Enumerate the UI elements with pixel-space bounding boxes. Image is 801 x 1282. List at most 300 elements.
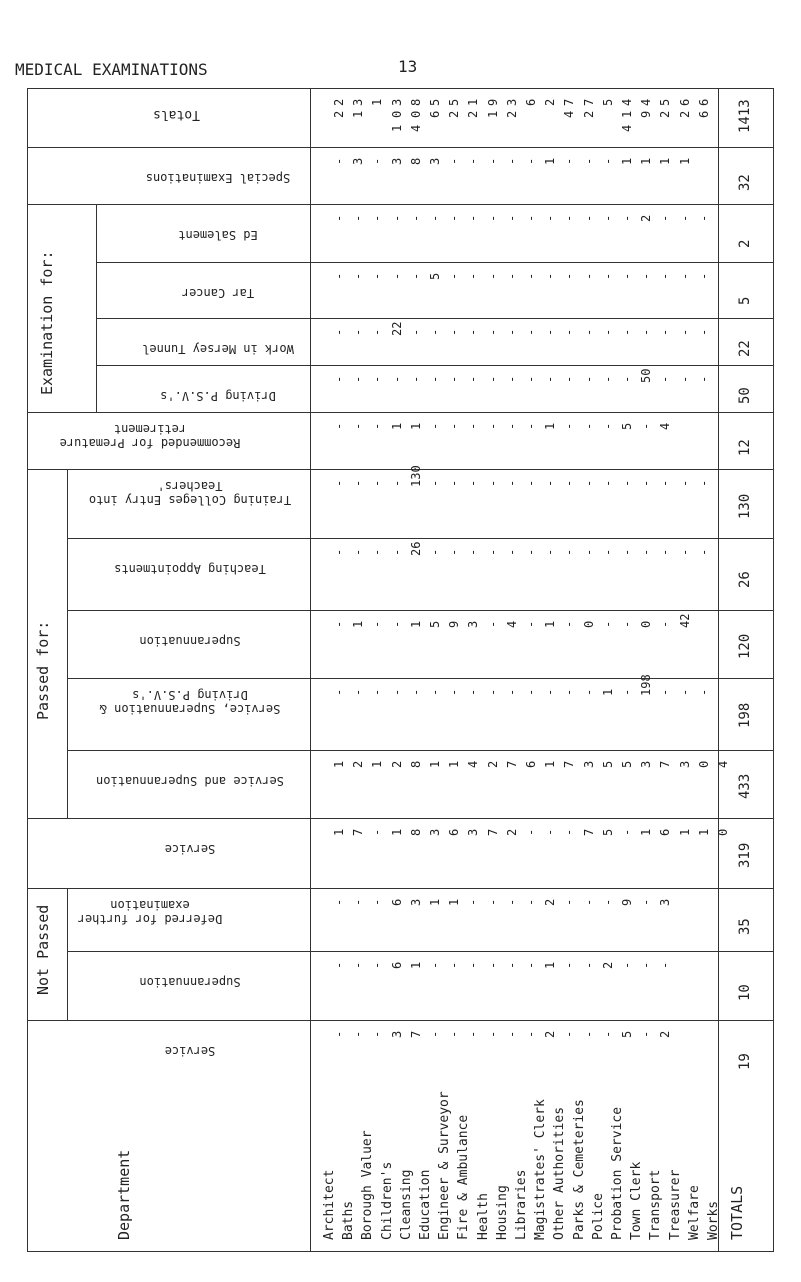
table-cell: 5 xyxy=(620,760,634,768)
column-total-exam_dps: 50 xyxy=(737,386,753,404)
table-cell: - xyxy=(351,688,366,696)
table-cell: - xyxy=(408,375,423,383)
table-cell: 1 xyxy=(447,898,462,906)
table-cell: - xyxy=(543,688,558,696)
table-cell: - xyxy=(466,422,481,430)
table-cell: 6 xyxy=(389,898,404,906)
row-label-pass_service: Service xyxy=(164,842,216,856)
table-cell: - xyxy=(562,828,577,836)
table-cell: - xyxy=(408,328,423,336)
row-label-pass_superannuation: Superannuation xyxy=(139,634,241,648)
row-label-pass_service_super: Service and Superannuation xyxy=(96,774,284,788)
table-cell: - xyxy=(620,479,634,487)
table-cell: - xyxy=(370,828,385,836)
row-divider xyxy=(27,818,774,819)
table-cell: - xyxy=(351,214,366,222)
table-cell: - xyxy=(504,961,519,969)
table-cell: - xyxy=(447,1030,462,1038)
table-cell: - xyxy=(696,214,711,222)
table-cell: - xyxy=(370,1030,385,1038)
table-cell: 4 xyxy=(408,124,423,132)
row-divider xyxy=(27,204,774,205)
department-name: Borough Valuer xyxy=(360,1130,376,1240)
table-cell: 3 xyxy=(351,98,366,106)
table-cell: - xyxy=(581,1030,596,1038)
table-cell: - xyxy=(447,688,462,696)
table-cell: 6 xyxy=(677,98,692,106)
table-cell: 1 xyxy=(677,828,692,836)
table-cell: - xyxy=(524,688,538,696)
column-total-totals: 1413 xyxy=(737,98,753,133)
table-cell: 3 xyxy=(428,157,442,165)
table-cell: 7 xyxy=(581,828,596,836)
table-cell: 1 xyxy=(332,828,346,836)
table-cell: - xyxy=(562,688,577,696)
table-cell: - xyxy=(600,620,615,628)
totals-label: TOTALS xyxy=(728,1185,746,1240)
table-cell: - xyxy=(466,1030,481,1038)
table-cell: 3 xyxy=(351,157,366,165)
table-cell: - xyxy=(332,961,346,969)
table-cell: - xyxy=(524,1030,538,1038)
table-cell: 3 xyxy=(389,98,404,106)
table-cell: 9 xyxy=(485,98,500,106)
table-cell: - xyxy=(581,479,596,487)
table-cell: - xyxy=(600,214,615,222)
table-cell: - xyxy=(600,898,615,906)
table-cell: - xyxy=(351,1030,366,1038)
table-cell: 0 xyxy=(389,110,404,118)
table-cell: 2 xyxy=(466,110,481,118)
table-cell: - xyxy=(447,479,462,487)
table-cell: - xyxy=(466,898,481,906)
table-cell: 9 xyxy=(620,898,634,906)
column-total-notpassed_super: 10 xyxy=(737,983,753,1001)
table-cell: 4 xyxy=(620,124,634,132)
table-cell: - xyxy=(543,548,558,556)
table-cell: - xyxy=(485,898,500,906)
table-cell: 2 xyxy=(351,760,366,768)
table-cell: 198 xyxy=(639,674,654,696)
table-cell: - xyxy=(581,961,596,969)
table-cell: - xyxy=(485,620,500,628)
table-cell: - xyxy=(581,157,596,165)
table-cell: 7 xyxy=(658,760,673,768)
table-cell: 3 xyxy=(408,898,423,906)
table-cell: - xyxy=(524,422,538,430)
table-cell: - xyxy=(466,328,481,336)
table-cell: - xyxy=(504,898,519,906)
department-name: Works xyxy=(706,1200,721,1240)
table-cell: - xyxy=(332,157,346,165)
table-cell: - xyxy=(524,214,538,222)
table-cell: 5 xyxy=(428,620,442,628)
table-cell: - xyxy=(389,620,404,628)
row-label-pass_training: Training Colleges Entry into Teachers' xyxy=(88,479,292,507)
table-cell: - xyxy=(658,214,673,222)
table-cell: - xyxy=(600,157,615,165)
table-cell: - xyxy=(677,272,692,280)
table-cell: 1 xyxy=(639,828,654,836)
table-cell: 1 xyxy=(543,760,558,768)
table-cell: - xyxy=(504,548,519,556)
table-cell: - xyxy=(639,272,654,280)
table-cell: - xyxy=(332,375,346,383)
table-cell: - xyxy=(581,422,596,430)
department-name: Police xyxy=(590,1193,606,1240)
table-cell: 0 xyxy=(581,620,596,628)
table-cell: - xyxy=(504,328,519,336)
page-number: 13 xyxy=(398,57,418,76)
table-cell: - xyxy=(581,272,596,280)
table-cell: 2 xyxy=(543,1030,558,1038)
table-cell: 2 xyxy=(639,214,654,222)
table-cell: 4 xyxy=(658,422,673,430)
table-cell: - xyxy=(332,422,346,430)
column-total-pass_teaching: 26 xyxy=(737,571,753,588)
table-cell: 3 xyxy=(504,98,519,106)
table-cell: - xyxy=(620,688,634,696)
row-label-exam_work: Work in Mersey Tunnel xyxy=(142,342,294,356)
table-cell: - xyxy=(620,828,634,836)
table-cell: - xyxy=(370,375,385,383)
table-cell: - xyxy=(428,688,442,696)
table-cell: - xyxy=(620,548,634,556)
table-cell: 2 xyxy=(658,1030,673,1038)
row-label-exam_tar: Tar Cancer xyxy=(181,286,255,300)
table-cell: - xyxy=(351,479,366,487)
table-cell: - xyxy=(581,375,596,383)
table-cell: - xyxy=(370,548,385,556)
department-name: Welfare xyxy=(686,1185,702,1240)
table-cell: - xyxy=(620,961,634,969)
row-label-notpassed_service: Service xyxy=(164,1044,216,1058)
table-cell: - xyxy=(600,1030,615,1038)
department-name: Other Authorities xyxy=(552,1106,568,1240)
row-divider xyxy=(27,888,774,889)
group-label-not-passed: Not Passed xyxy=(34,904,52,995)
table-cell: - xyxy=(524,272,538,280)
group-label-passed: Passed for: xyxy=(34,620,52,720)
table-cell: 4 xyxy=(562,110,577,118)
table-cell: 0 xyxy=(639,620,654,628)
table-cell: 8 xyxy=(408,828,423,836)
table-cell: - xyxy=(696,328,711,336)
table-cell: - xyxy=(332,548,346,556)
table-cell: - xyxy=(428,1030,442,1038)
table-cell: - xyxy=(485,272,500,280)
table-cell: 1 xyxy=(466,98,481,106)
row-divider xyxy=(67,951,774,952)
table-cell: 1 xyxy=(543,157,558,165)
table-cell: - xyxy=(332,328,346,336)
row-label-totals: Totals xyxy=(153,107,200,122)
table-cell: - xyxy=(600,548,615,556)
table-cell: 5 xyxy=(447,98,462,106)
row-label-recommended: Recommended for Premature retirement xyxy=(59,422,241,450)
table-cell: - xyxy=(332,1030,346,1038)
table-cell: - xyxy=(370,620,385,628)
table-cell: - xyxy=(389,272,404,280)
table-cell: 1 xyxy=(620,110,634,118)
table-cell: 50 xyxy=(639,368,654,383)
table-cell: - xyxy=(620,375,634,383)
table-cell: - xyxy=(524,328,538,336)
table-cell: 5 xyxy=(600,760,615,768)
row-label-notpassed_super: Superannuation xyxy=(139,975,241,989)
table-cell: 4 xyxy=(716,760,730,768)
table-cell: - xyxy=(504,214,519,222)
table-cell: - xyxy=(466,157,481,165)
table-cell: 2 xyxy=(543,98,558,106)
table-cell: - xyxy=(677,688,692,696)
col-divider xyxy=(67,469,68,818)
table-cell: 1 xyxy=(696,828,711,836)
table-cell: 5 xyxy=(620,1030,634,1038)
table-cell: - xyxy=(543,272,558,280)
table-cell: - xyxy=(524,828,538,836)
table-cell: - xyxy=(600,479,615,487)
row-divider xyxy=(67,610,774,611)
table-cell: - xyxy=(524,479,538,487)
table-cell: 6 xyxy=(389,961,404,969)
table-cell: - xyxy=(447,157,462,165)
table-cell: - xyxy=(562,214,577,222)
table-cell: - xyxy=(581,548,596,556)
table-cell: 3 xyxy=(639,760,654,768)
table-cell: - xyxy=(408,272,423,280)
table-cell: - xyxy=(351,422,366,430)
page-header: MEDICAL EXAMINATIONS xyxy=(15,60,208,79)
table-cell: 1 xyxy=(370,760,385,768)
table-cell: - xyxy=(485,328,500,336)
table-cell: - xyxy=(658,688,673,696)
table-cell: 3 xyxy=(677,760,692,768)
table-cell: 7 xyxy=(504,760,519,768)
table-cell: - xyxy=(543,828,558,836)
table-cell: - xyxy=(408,214,423,222)
table-cell: 2 xyxy=(658,110,673,118)
table-cell: - xyxy=(524,620,538,628)
table-cell: - xyxy=(639,1030,654,1038)
table-cell: 22 xyxy=(389,321,404,336)
table-cell: - xyxy=(351,898,366,906)
table-cell: 9 xyxy=(639,110,654,118)
table-cell: - xyxy=(639,898,654,906)
row-divider xyxy=(27,1020,774,1021)
table-cell: 1 xyxy=(677,157,692,165)
department-name: Transport xyxy=(648,1169,664,1240)
table-cell: - xyxy=(447,961,462,969)
row-label-exam_dps: Driving P.S.V.'s xyxy=(160,389,276,403)
table-cell: 2 xyxy=(332,110,346,118)
table-cell: - xyxy=(408,688,423,696)
table-cell: - xyxy=(332,272,346,280)
table-cell: - xyxy=(562,1030,577,1038)
table-cell: 2 xyxy=(504,828,519,836)
table-cell: - xyxy=(370,272,385,280)
table-cell: 1 xyxy=(543,620,558,628)
table-cell: 2 xyxy=(677,110,692,118)
table-cell: - xyxy=(658,961,673,969)
table-cell: - xyxy=(524,961,538,969)
table-cell: 2 xyxy=(389,760,404,768)
table-cell: 6 xyxy=(696,110,711,118)
table-cell: - xyxy=(696,272,711,280)
table-cell: - xyxy=(447,214,462,222)
row-divider xyxy=(27,147,774,148)
table-cell: 1 xyxy=(332,760,346,768)
table-cell: - xyxy=(639,422,654,430)
department-name: Engineer & Surveyor xyxy=(437,1091,453,1240)
department-header: Department xyxy=(115,1149,133,1240)
table-cell: - xyxy=(389,375,404,383)
table-cell: - xyxy=(677,328,692,336)
row-label-exam_ed: Ed Salement xyxy=(178,228,258,242)
table-cell: - xyxy=(428,548,442,556)
table-cell: - xyxy=(428,961,442,969)
col-divider xyxy=(718,88,719,1252)
column-total-exam_work: 22 xyxy=(737,339,753,357)
table-cell: 42 xyxy=(677,613,692,628)
table-cell: 5 xyxy=(658,98,673,106)
table-cell: 5 xyxy=(620,422,634,430)
table-cell: 1 xyxy=(428,898,442,906)
table-cell: - xyxy=(581,328,596,336)
table-cell: - xyxy=(485,548,500,556)
table-cell: - xyxy=(543,214,558,222)
table-cell: - xyxy=(466,214,481,222)
department-name: Education xyxy=(418,1169,433,1240)
table-cell: - xyxy=(370,422,385,430)
department-name: Treasurer xyxy=(667,1169,683,1240)
table-cell: - xyxy=(658,272,673,280)
table-cell: - xyxy=(485,375,500,383)
column-total-deferred: 35 xyxy=(737,917,753,935)
row-divider xyxy=(67,750,774,751)
table-cell: - xyxy=(485,479,500,487)
table-cell: 6 xyxy=(447,828,462,836)
table-cell: - xyxy=(447,375,462,383)
table-cell: - xyxy=(562,328,577,336)
table-cell: - xyxy=(466,479,481,487)
col-divider xyxy=(96,204,97,412)
table-cell: - xyxy=(466,272,481,280)
table-cell: - xyxy=(351,375,366,383)
table-cell: - xyxy=(639,328,654,336)
table-cell: - xyxy=(600,375,615,383)
table-cell: - xyxy=(524,898,538,906)
table-cell: - xyxy=(332,479,346,487)
table-cell: 1 xyxy=(408,422,423,430)
column-total-pass_training: 130 xyxy=(737,493,753,519)
table-cell: - xyxy=(389,214,404,222)
table-cell: - xyxy=(504,1030,519,1038)
table-cell: - xyxy=(485,961,500,969)
table-cell: 6 xyxy=(428,110,442,118)
column-total-pass_service: 319 xyxy=(737,842,753,868)
row-divider xyxy=(96,365,774,366)
table-cell: 6 xyxy=(524,98,538,106)
department-name: Housing xyxy=(494,1185,510,1240)
table-cell: - xyxy=(620,328,634,336)
table-cell: - xyxy=(677,375,692,383)
table-cell: 4 xyxy=(639,98,654,106)
table-cell: - xyxy=(389,688,404,696)
table-cell: 7 xyxy=(485,828,500,836)
table-cell: - xyxy=(562,272,577,280)
column-total-pass_service_driving: 198 xyxy=(737,702,753,728)
table-cell: - xyxy=(504,157,519,165)
column-total-exam_tar: 5 xyxy=(737,296,753,305)
table-cell: 3 xyxy=(466,620,481,628)
table-cell: - xyxy=(600,328,615,336)
table-cell: - xyxy=(620,620,634,628)
table-cell: - xyxy=(524,548,538,556)
table-cell: 1 xyxy=(620,157,634,165)
table-cell: - xyxy=(639,479,654,487)
table-cell: 3 xyxy=(389,1030,404,1038)
table-cell: - xyxy=(447,328,462,336)
table-cell: - xyxy=(466,375,481,383)
table-cell: - xyxy=(543,479,558,487)
table-cell: - xyxy=(581,898,596,906)
table-cell: - xyxy=(658,479,673,487)
table-cell: 0 xyxy=(716,828,730,836)
table-cell: - xyxy=(370,328,385,336)
table-cell: 1 xyxy=(543,422,558,430)
table-cell: - xyxy=(504,479,519,487)
table-cell: - xyxy=(485,1030,500,1038)
table-cell: - xyxy=(466,688,481,696)
table-cell: 7 xyxy=(408,1030,423,1038)
table-cell: - xyxy=(696,479,711,487)
row-divider xyxy=(67,678,774,679)
table-cell: 1 xyxy=(600,688,615,696)
table-cell: - xyxy=(370,157,385,165)
table-cell: 1 xyxy=(408,620,423,628)
table-cell: 4 xyxy=(620,98,634,106)
table-cell: 1 xyxy=(389,828,404,836)
table-cell: - xyxy=(562,157,577,165)
department-name: Children's xyxy=(379,1161,395,1240)
column-total-exam_ed: 2 xyxy=(737,239,753,248)
table-cell: 2 xyxy=(543,898,558,906)
table-cell: 1 xyxy=(658,157,673,165)
table-cell: 1 xyxy=(408,961,423,969)
table-cell: - xyxy=(485,688,500,696)
table-cell: - xyxy=(485,422,500,430)
table-cell: - xyxy=(543,375,558,383)
table-cell: - xyxy=(428,214,442,222)
table-cell: 8 xyxy=(408,98,423,106)
row-divider xyxy=(96,262,774,263)
table-cell: 2 xyxy=(447,110,462,118)
table-cell: - xyxy=(524,375,538,383)
table-cell: 1 xyxy=(389,422,404,430)
table-cell: - xyxy=(677,214,692,222)
table-cell: 0 xyxy=(408,110,423,118)
table-cell: 6 xyxy=(696,98,711,106)
table-cell: - xyxy=(447,272,462,280)
table-cell: 3 xyxy=(389,157,404,165)
table-cell: 4 xyxy=(504,620,519,628)
table-cell: 0 xyxy=(696,760,711,768)
department-name: Architect xyxy=(322,1169,337,1240)
table-cell: - xyxy=(696,375,711,383)
table-cell: 9 xyxy=(447,620,462,628)
row-divider xyxy=(27,469,774,470)
